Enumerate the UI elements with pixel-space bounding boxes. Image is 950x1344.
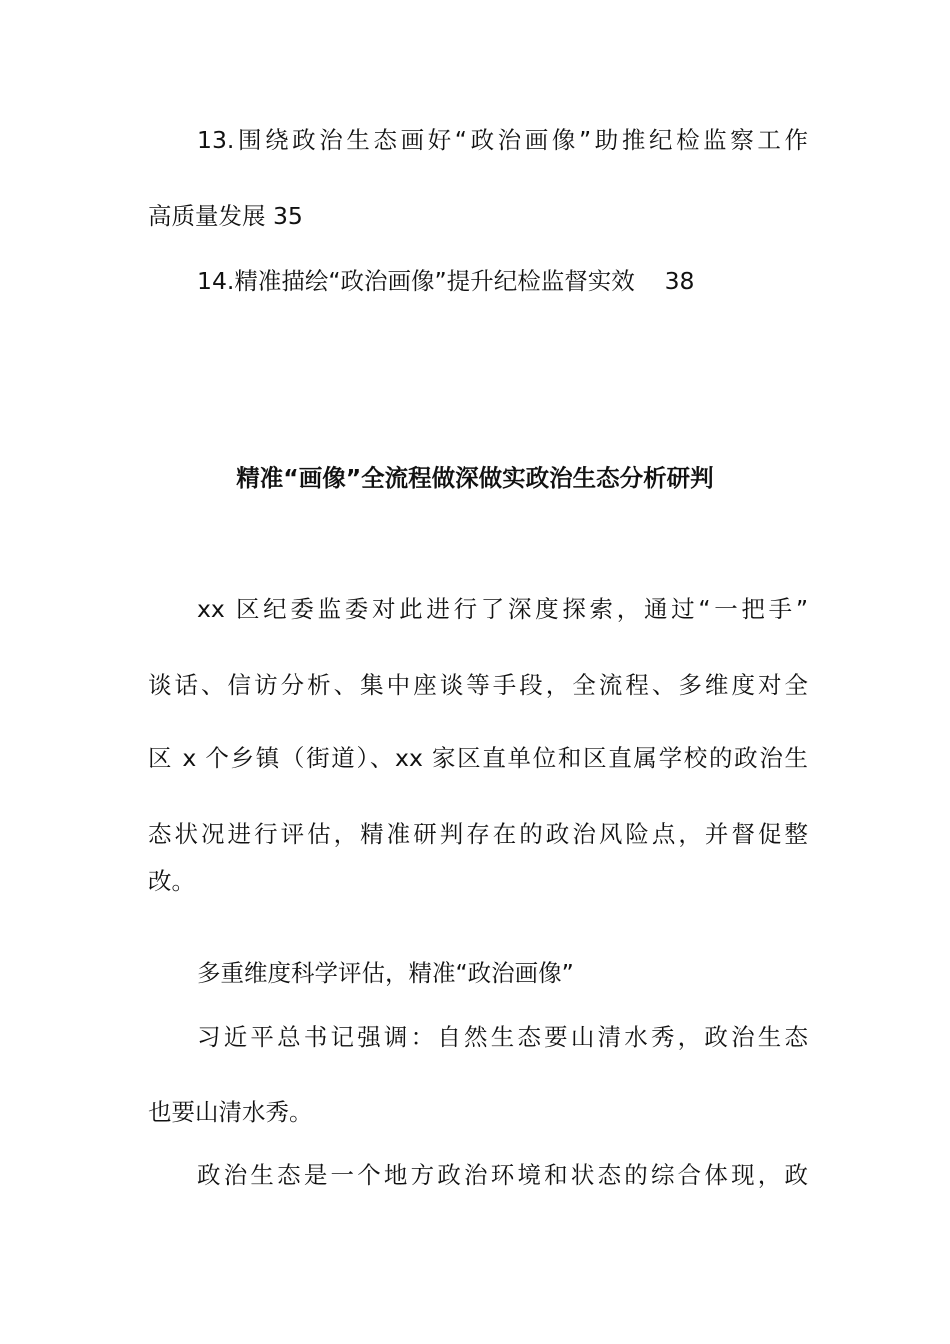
paragraph-line: 习近平总书记强调：自然生态要山清水秀，政治生态 [197,1023,808,1051]
paragraph-line: 政治生态是一个地方政治环境和状态的综合体现，政 [197,1161,808,1189]
paragraph-line: 区 x 个乡镇（街道）、xx 家区直单位和区直属学校的政治生 [148,744,808,772]
paragraph-line: 态状况进行评估，精准研判存在的政治风险点，并督促整 [148,820,808,848]
toc-item-13-line-2: 高质量发展 35 [148,202,303,230]
paragraph-line: xx 区纪委监委对此进行了深度探索，通过“一把手” [197,595,808,623]
paragraph-line: 也要山清水秀。 [148,1098,313,1126]
toc-item-14: 14.精准描绘“政治画像”提升纪检监督实效 38 [197,267,695,295]
subheading: 多重维度科学评估，精准“政治画像” [197,959,574,987]
paragraph-line: 改。 [148,867,195,895]
paragraph-line: 谈话、信访分析、集中座谈等手段，全流程、多维度对全 [148,671,808,699]
toc-item-13-line-1: 13.围绕政治生态画好“政治画像”助推纪检监察工作 [197,126,808,154]
article-title: 精准“画像”全流程做深做实政治生态分析研判 [236,464,714,492]
